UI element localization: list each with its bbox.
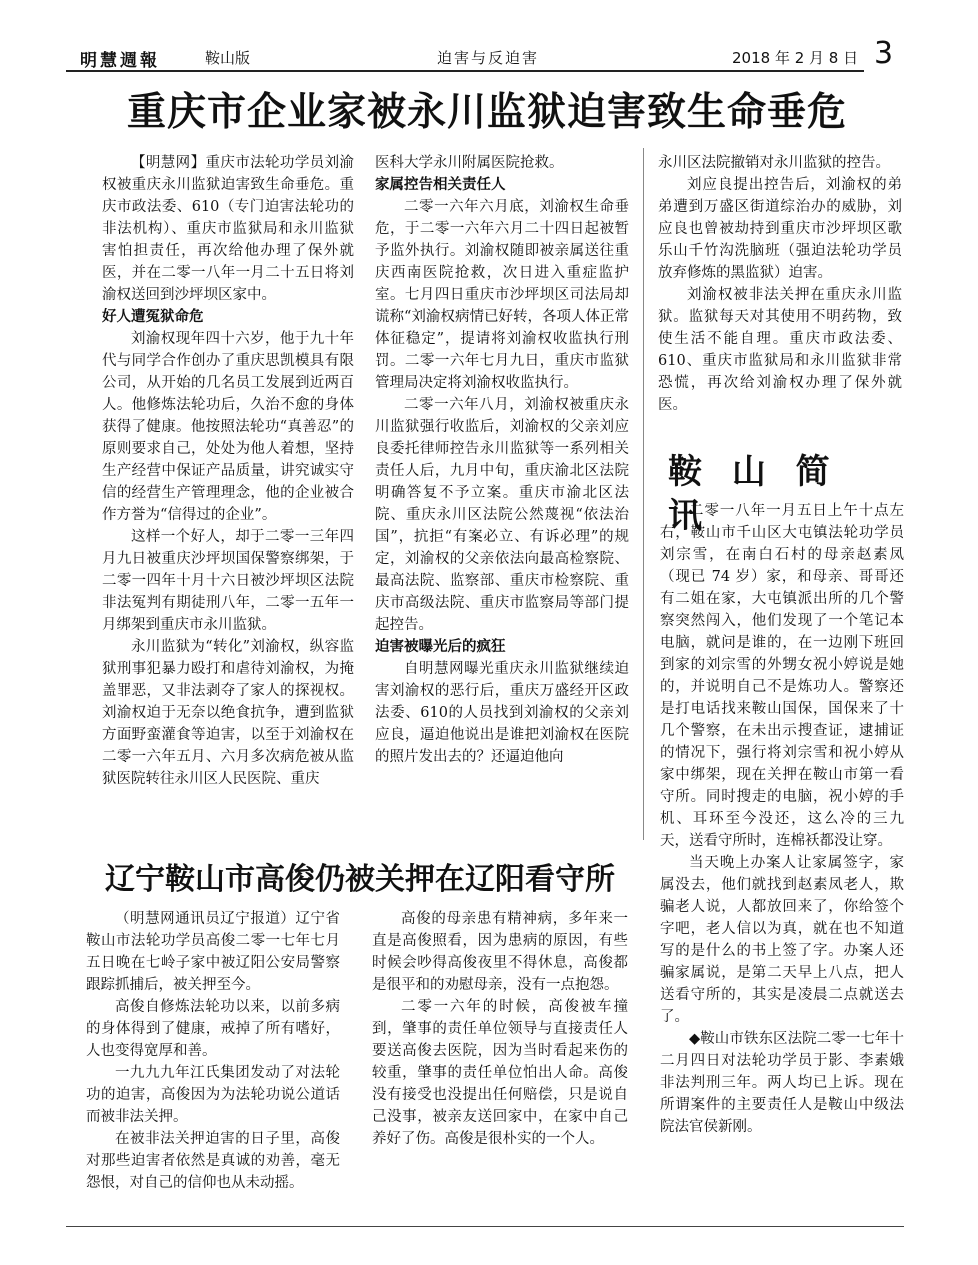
article1-column-3: [658, 152, 902, 416]
issue-date: 2018 年 2 月 8 日: [732, 49, 859, 67]
article1-subheading-3: 迫害被曝光后的疯狂: [375, 639, 506, 655]
section-label: 迫害与反迫害: [437, 49, 540, 67]
paragraph: ◆鞍山市铁东区法院二零一七年十二月四日对法轮功学员于影、李素娥非法判刑三年。两人均已上诉。现在所谓案件的主要责任人是鞍山中级法院法官侯新刚。: [660, 1031, 904, 1135]
paragraph: 永川区法院撤销对永川监狱的控告。: [658, 155, 890, 171]
header-rule: [66, 70, 864, 72]
article1-subheading-2: 家属控告相关责任人: [375, 177, 506, 193]
article2-body: [660, 500, 904, 1138]
article2-title: 鞍 山 简 讯: [668, 452, 839, 536]
page-number: 3: [874, 36, 894, 71]
article1-title: 重庆市企业家被永川监狱迫害致生命垂危: [126, 90, 847, 135]
paragraph: 这样一个好人，却于二零一三年四月九日被重庆沙坪坝国保警察绑架，于二零一四年十月十六日被沙坪坝区法院非法冤判有期徒刑八年，二零一五年一月绑架到重庆市永川监狱。: [102, 529, 354, 633]
paragraph: 自明慧网曝光重庆永川监狱继续迫害刘渝权的恶行后，重庆万盛经开区政法委、610的人员找到刘渝权的父亲刘应良，逼迫他说出是谁把刘渝权在医院的照片发出去的？还逼迫他向: [375, 661, 629, 765]
paragraph: 高俊自修炼法轮功以来，以前多病的身体得到了健康，戒掉了所有嗜好，人也变得宽厚和善。: [86, 999, 340, 1059]
paragraph: 高俊的母亲患有精神病，多年来一直是高俊照看，因为患病的原因，有些时候会吵得高俊夜里不得休息，高俊都是很平和的劝慰母亲，没有一点抱怨。: [372, 911, 628, 993]
paragraph: 医科大学永川附属医院抢救。: [375, 155, 564, 171]
paragraph: 【明慧网】重庆市法轮功学员刘渝权被重庆永川监狱迫害致生命垂危。重庆市政法委、610（专门迫害法轮功的非法机构）、重庆市监狱局和永川监狱害怕担责任，再次给他办理了保外就医，并在二零一八年一月二十五日将刘渝权送回到沙坪坝区家中。: [102, 155, 354, 303]
paragraph: 二零一六年的时候，高俊被车撞到，肇事的责任单位领导与直接责任人要送高俊去医院，因为当时看起来伤的较重，肇事的责任单位怕出人命。高俊没有接受也没提出任何赔偿，只是说自己没事，被亲友送回家中，在家中自己养好了伤。高俊是很朴实的一个人。: [372, 999, 628, 1147]
article1-column-1: [102, 152, 354, 790]
paragraph: 二零一六年六月底，刘渝权生命垂危，于二零一六年六月二十四日起被暂予监外执行。刘渝权随即被亲属送往重庆西南医院抢救，次日进入重症监护室。七月四日重庆市沙坪坝区司法局却谎称“刘渝权病情已好转，各项人体正常体征稳定”，提请将刘渝权收监执行刑罚。二零一六年七月九日，重庆市监狱管理局决定将刘渝权收监执行。: [375, 199, 629, 391]
article3-column-2: [372, 908, 628, 1150]
paragraph: 刘渝权被非法关押在重庆永川监狱。监狱每天对其使用不明药物，致使生活不能自理。重庆市政法委、610、重庆市监狱局和永川监狱非常恐慌，再次给刘渝权办理了保外就医。: [658, 287, 902, 413]
paragraph: 刘应良提出控告后，刘渝权的弟弟遭到万盛区街道综治办的威胁，刘应良也曾被劫持到重庆市沙坪坝区歌乐山千竹沟洗脑班（强迫法轮功学员放弃修炼的黑监狱）迫害。: [658, 177, 902, 281]
article3-title: 辽宁鞍山市高俊仍被关押在辽阳看守所: [105, 862, 615, 897]
paragraph: （明慧网通讯员辽宁报道）辽宁省鞍山市法轮功学员高俊二零一七年七月五日晚在七岭子家中被辽阳公安局警察跟踪抓捕后，被关押至今。: [86, 911, 340, 993]
article1-subheading-1: 好人遭冤狱命危: [102, 309, 204, 325]
footer-rule: [66, 1226, 904, 1227]
paragraph: 刘渝权现年四十六岁，他于九十年代与同学合作创办了重庆思凯模具有限公司，从开始的几名员工发展到近两百人。他修炼法轮功后，久治不愈的身体获得了健康。他按照法轮功“真善忍”的原则要求自己，处处为他人着想，坚持生产经营中保证产品质量，讲究诚实守信的经营生产管理理念，他的企业被合作方誉为“信得过的企业”。: [102, 331, 354, 523]
article3-column-1: [86, 908, 340, 1194]
paragraph: 在被非法关押迫害的日子里，高俊对那些迫害者依然是真诚的劝善，毫无怨恨，对自己的信仰也从未动摇。: [86, 1131, 340, 1191]
paragraph: 永川监狱为“转化”刘渝权，纵容监狱刑事犯暴力殴打和虐待刘渝权，为掩盖罪恶，又非法剥夺了家人的探视权。刘渝权迫于无奈以绝食抗争，遭到监狱方面野蛮灌食等迫害，以至于刘渝权在二零一六年五月、六月多次病危被从监狱医院转往永川区人民医院、重庆: [102, 639, 354, 787]
paragraph: 当天晚上办案人让家属签字，家属没去，他们就找到赵素凤老人，欺骗老人说，人都放回来了，你给签个字吧，老人信以为真，就在也不知道写的是什么的书上签了字。办案人还骗家属说，是第二天早上八点，把人送看守所的，其实是凌晨二点就送去了。: [660, 855, 904, 1025]
newspaper-brand: 明慧週報: [80, 51, 160, 71]
paragraph: 二零一六年八月，刘渝权被重庆永川监狱强行收监后，刘渝权的父亲刘应良委托律师控告永川监狱等一系列相关责任人后，九月中旬，重庆渝北区法院明确答复不予立案。重庆市渝北区法院、重庆永川区法院公然蔑视“依法治国”，抗拒“有案必立、有诉必理”的规定，刘渝权的父亲依法向最高检察院、最高法院、监察部、重庆市检察院、重庆市高级法院、重庆市监察局等部门提起控告。: [375, 397, 629, 633]
edition-label: 鞍山版: [205, 49, 251, 67]
article1-column-2: [375, 152, 629, 768]
paragraph: 二零一八年一月五日上午十点左右，鞍山市千山区大屯镇法轮功学员刘宗雪，在南白石村的母亲赵素凤（现已 74 岁）家，和母亲、哥哥还有二姐在家，大屯镇派出所的几个警察突然闯入，他们发现了一个笔记本电脑，就问是谁的，在一边刚下班回到家的刘宗雪的外甥女祝小婷说是她的，并说明自己不是炼功人。警察还是打电话找来鞍山国保，国保来了十几个警察，在未出示搜查证，逮捕证的情况下，强行将刘宗雪和祝小婷从家中绑架，现在关押在鞍山市第一看守所。同时搜走的电脑，祝小婷的手机、耳环至今没还，这么冷的三九天，送看守所时，连棉袄都没让穿。: [660, 503, 904, 849]
paragraph: 一九九九年江氏集团发动了对法轮功的迫害，高俊因为为法轮功说公道话而被非法关押。: [86, 1065, 340, 1125]
column-divider: [643, 148, 644, 840]
